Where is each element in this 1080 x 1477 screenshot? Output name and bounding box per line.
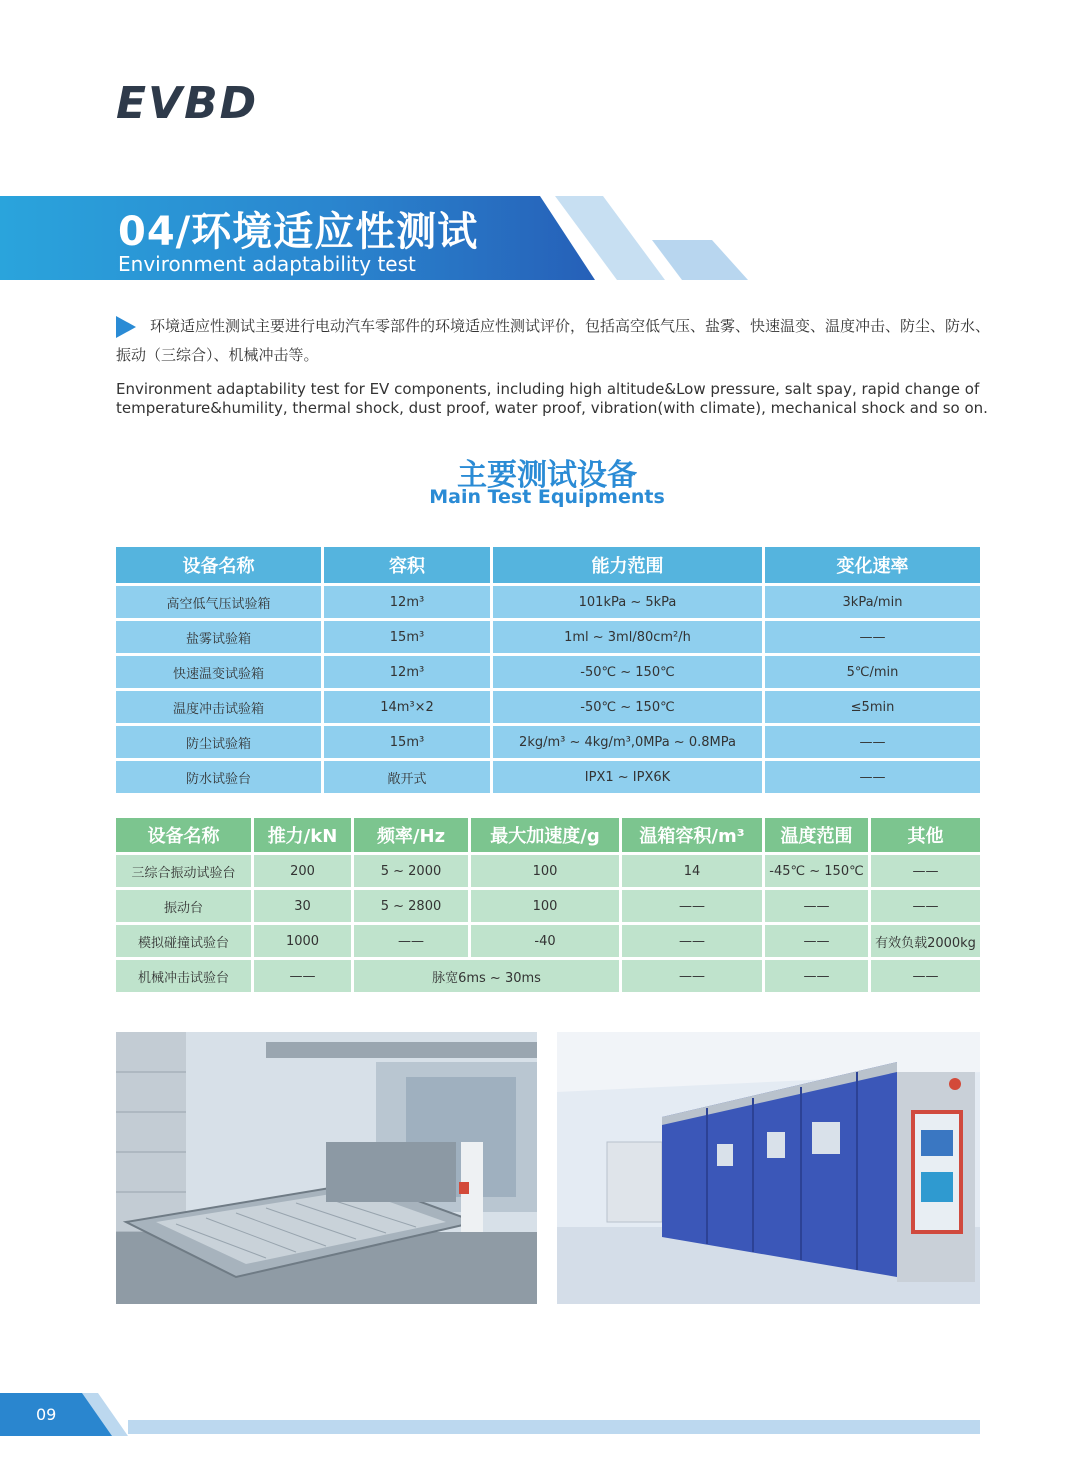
table-cell: —— (871, 960, 980, 995)
table-cell: 防水试验台 (116, 761, 324, 796)
table-cell: -45℃ ~ 150℃ (765, 855, 871, 890)
table-header: 容积 (324, 547, 493, 586)
table-cell: 1ml ~ 3ml/80cm²/h (493, 621, 765, 656)
table-row (116, 691, 980, 726)
intro-english: Environment adaptability test for EV components, including high altitude&Low pressure, salt spay, rapid change of temperature&humility, thermal shock, dust proof, water proof, vibration(with climate), mechanical shock and so on. (116, 380, 988, 417)
table-cell: 14m³×2 (324, 691, 493, 726)
vibration-test-photo (116, 1032, 537, 1304)
table-cell: 12m³ (324, 586, 493, 621)
table-cell: 14 (622, 855, 765, 890)
table-row (116, 890, 980, 925)
section-title-en: Main Test Equipments (429, 486, 665, 508)
equipment-table-1 (116, 547, 980, 796)
table-cell: —— (354, 925, 471, 960)
table-cell: 2kg/m³ ~ 4kg/m³,0MPa ~ 0.8MPa (493, 726, 765, 761)
table-cell: —— (765, 621, 980, 656)
table-cell: —— (871, 890, 980, 925)
table-cell: 三综合振动试验台 (116, 855, 254, 890)
climate-chamber-photo (557, 1032, 980, 1304)
table-cell: —— (765, 726, 980, 761)
table-cell: 模拟碰撞试验台 (116, 925, 254, 960)
table-cell: —— (622, 960, 765, 995)
table-row (116, 855, 980, 890)
table-cell: 振动台 (116, 890, 254, 925)
banner-subtitle: Environment adaptability test (118, 252, 416, 276)
climate-chamber-illustration (557, 1032, 980, 1304)
table-cell: 防尘试验箱 (116, 726, 324, 761)
table-header: 最大加速度/g (471, 818, 622, 855)
banner-title: 04/环境适应性测试 (118, 209, 479, 255)
section-title-cn: 主要测试设备 (457, 458, 637, 493)
table-header: 变化速率 (765, 547, 980, 586)
table-cell: 1000 (254, 925, 354, 960)
table-header: 能力范围 (493, 547, 765, 586)
table-row (116, 761, 980, 796)
table-cell: ≤5min (765, 691, 980, 726)
table-cell: 15m³ (324, 621, 493, 656)
table-cell: 高空低气压试验箱 (116, 586, 324, 621)
table-cell: —— (622, 925, 765, 960)
table-cell: 5 ~ 2000 (354, 855, 471, 890)
page-number: 09 (36, 1405, 57, 1424)
table-cell: 脉宽6ms ~ 30ms (354, 960, 622, 995)
table-cell: 敞开式 (324, 761, 493, 796)
table-header-row (116, 547, 980, 586)
table-header: 温箱容积/m³ (622, 818, 765, 855)
table-cell: 15m³ (324, 726, 493, 761)
table-cell: —— (871, 855, 980, 890)
vibration-test-illustration (116, 1032, 537, 1304)
table-header: 其他 (871, 818, 980, 855)
table-row (116, 726, 980, 761)
table-cell: —— (765, 761, 980, 796)
table-cell: -40 (471, 925, 622, 960)
table-cell: —— (765, 890, 871, 925)
table-cell: IPX1 ~ IPX6K (493, 761, 765, 796)
table-header-row (116, 818, 980, 855)
table-cell: 12m³ (324, 656, 493, 691)
table-cell: 有效负载2000kg (871, 925, 980, 960)
table-cell: -50℃ ~ 150℃ (493, 656, 765, 691)
table-row (116, 960, 980, 995)
equipment-table-2 (116, 818, 980, 995)
table-cell: 5 ~ 2800 (354, 890, 471, 925)
table-header: 设备名称 (116, 818, 254, 855)
footer-bar (128, 1420, 980, 1434)
table-cell: 快速温变试验箱 (116, 656, 324, 691)
table-cell: -50℃ ~ 150℃ (493, 691, 765, 726)
table-cell: 101kPa ~ 5kPa (493, 586, 765, 621)
table-cell: —— (622, 890, 765, 925)
table-cell: 3kPa/min (765, 586, 980, 621)
table-header: 设备名称 (116, 547, 324, 586)
table-row (116, 656, 980, 691)
table-cell: —— (765, 960, 871, 995)
table-cell: 机械冲击试验台 (116, 960, 254, 995)
table-cell: —— (254, 960, 354, 995)
table-header: 温度范围 (765, 818, 871, 855)
intro-chinese: 环境适应性测试主要进行电动汽车零部件的环境适应性测试评价，包括高空低气压、盐雾、快速温变、温度冲击、防尘、防水、振动（三综合）、机械冲击等。 (116, 317, 991, 364)
table-cell: 100 (471, 890, 622, 925)
table-cell: 200 (254, 855, 354, 890)
evbd-logo: EVBD (116, 78, 259, 129)
table-cell: —— (765, 925, 871, 960)
table-cell: 5℃/min (765, 656, 980, 691)
banner-stripe-small (652, 240, 748, 280)
table-cell: 100 (471, 855, 622, 890)
table-row (116, 586, 980, 621)
table-row (116, 925, 980, 960)
table-row (116, 621, 980, 656)
table-cell: 30 (254, 890, 354, 925)
table-header: 推力/kN (254, 818, 354, 855)
table-cell: 盐雾试验箱 (116, 621, 324, 656)
table-header: 频率/Hz (354, 818, 471, 855)
table-cell: 温度冲击试验箱 (116, 691, 324, 726)
